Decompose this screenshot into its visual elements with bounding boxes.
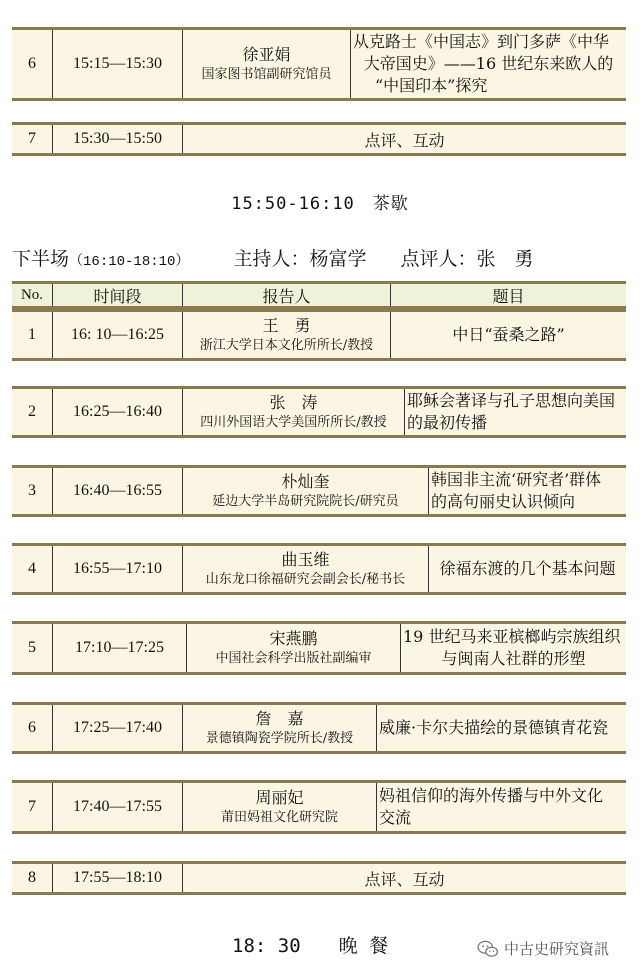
schedule-row-first-6 <box>12 27 626 101</box>
topic-line: 中日“蚕桑之路” <box>452 325 565 344</box>
row-topic <box>428 468 626 514</box>
schedule-row-3 <box>12 465 626 517</box>
row-reporter <box>182 468 428 514</box>
row-topic <box>350 30 626 98</box>
header-reporter: 报告人 <box>182 284 390 306</box>
row-topic <box>390 312 626 358</box>
reporter-name: 周丽妃 <box>255 788 304 807</box>
reporter-affiliation: 景德镇陶瓷学院所长/教授 <box>205 731 354 746</box>
topic-line: “中国印本”探究 <box>375 76 488 95</box>
row-reporter <box>182 783 376 831</box>
row-topic <box>400 624 626 672</box>
row-number: 6 <box>28 55 36 72</box>
row-number: 8 <box>28 869 36 886</box>
session-heading <box>12 244 533 271</box>
reporter-affiliation: 延边大学半岛研究院院长/研究员 <box>212 494 399 509</box>
topic-line: 19 世纪马来亚槟榔屿宗族组织 <box>403 627 621 646</box>
schedule-row-7 <box>12 780 626 834</box>
schedule-row-5 <box>12 621 626 675</box>
reporter-affiliation: 四川外国语大学美国所所长/教授 <box>200 415 387 430</box>
topic-line: 妈祖信仰的海外传播与中外文化 <box>379 786 604 805</box>
topic-line: 耶稣会著译与孔子思想向美国 <box>407 391 616 410</box>
topic-line: 徐福东渡的几个基本问题 <box>439 559 616 578</box>
reporter-name: 徐亚娟 <box>242 45 291 64</box>
dinner-time: 18: 30 晚 餐 <box>232 935 389 957</box>
schedule-row-4 <box>12 543 626 595</box>
reporter-name: 王 勇 <box>262 316 311 335</box>
topic-line: 大帝国史》——16 世纪东来欧人的 <box>363 54 614 73</box>
schedule-row-1 <box>12 309 626 361</box>
header-no: No. <box>20 286 44 303</box>
topic-line: 的最初传播 <box>407 413 488 432</box>
row-time: 15:30—15:50 <box>52 125 182 153</box>
row-reporter <box>182 312 390 358</box>
row-reporter <box>182 30 350 98</box>
row-time: 17:25—17:40 <box>52 705 182 751</box>
reporter-name: 宋燕鹏 <box>269 629 318 648</box>
row-time: 16:55—17:10 <box>52 546 182 592</box>
row-time: 16: 10—16:25 <box>52 312 182 358</box>
row-number: 5 <box>28 639 36 656</box>
row-time: 17:10—17:25 <box>52 624 186 672</box>
row-reporter <box>182 546 428 592</box>
topic-line: 交流 <box>379 808 412 827</box>
reporter-name: 詹 嘉 <box>255 709 304 728</box>
topic-line: 的高句丽史认识倾向 <box>431 492 576 511</box>
row-number: 2 <box>28 403 36 420</box>
header-time: 时间段 <box>52 284 182 306</box>
row-time: 15:15—15:30 <box>52 30 182 98</box>
row-number: 7 <box>28 130 36 147</box>
row-reporter <box>186 624 400 672</box>
session-commentator: 点评人：张 勇 <box>400 248 534 270</box>
row-merged-activity: 点评、互动 <box>182 125 626 153</box>
row-topic <box>376 705 626 751</box>
row-topic <box>404 389 626 435</box>
session-time-range: （16:10-18:10） <box>69 254 190 270</box>
reporter-affiliation: 浙江大学日本文化所所长/教授 <box>199 338 374 353</box>
reporter-name: 曲玉维 <box>281 550 330 569</box>
header-topic: 题目 <box>390 284 626 306</box>
topic-line: 从克路士《中国志》到门多萨《中华 <box>353 32 610 51</box>
reporter-affiliation: 莆田妈祖文化研究院 <box>220 810 338 825</box>
row-number: 1 <box>28 326 36 343</box>
schedule-row-8 <box>12 861 626 895</box>
row-time: 16:25—16:40 <box>52 389 182 435</box>
schedule-row-first-7 <box>12 122 626 156</box>
row-topic <box>428 546 626 592</box>
schedule-row-2 <box>12 386 626 438</box>
topic-line: 威廉·卡尔夫描绘的景德镇青花瓷 <box>379 718 609 737</box>
wechat-icon <box>477 940 499 958</box>
topic-line: 与闽南人社群的形塑 <box>441 649 586 668</box>
session-title: 下半场 <box>12 248 70 270</box>
row-time: 17:55—18:10 <box>52 864 182 892</box>
reporter-affiliation: 山东龙口徐福研究会副会长/秘书长 <box>205 572 406 587</box>
tea-break: 15:50-16:10 茶歇 <box>231 194 409 214</box>
watermark-text: 中古史研究資訊 <box>504 940 610 958</box>
watermark <box>477 938 609 959</box>
session-host: 主持人：杨富学 <box>233 248 367 270</box>
reporter-affiliation: 国家图书馆副研究馆员 <box>201 67 332 82</box>
row-number: 3 <box>28 482 36 499</box>
row-number: 7 <box>28 798 36 815</box>
reporter-name: 朴灿奎 <box>281 472 330 491</box>
row-number: 6 <box>28 719 36 736</box>
row-reporter <box>182 705 376 751</box>
row-time: 16:40—16:55 <box>52 468 182 514</box>
reporter-affiliation: 中国社会科学出版社副编审 <box>215 651 372 666</box>
reporter-name: 张 涛 <box>269 393 318 412</box>
topic-line: 韩国非主流‘研究者’群体 <box>431 470 602 489</box>
row-reporter <box>182 389 404 435</box>
schedule-row-6 <box>12 702 626 754</box>
row-time: 17:40—17:55 <box>52 783 182 831</box>
table-header <box>12 281 626 309</box>
row-merged-activity: 点评、互动 <box>182 864 626 892</box>
row-number: 4 <box>28 560 36 577</box>
row-topic <box>376 783 626 831</box>
